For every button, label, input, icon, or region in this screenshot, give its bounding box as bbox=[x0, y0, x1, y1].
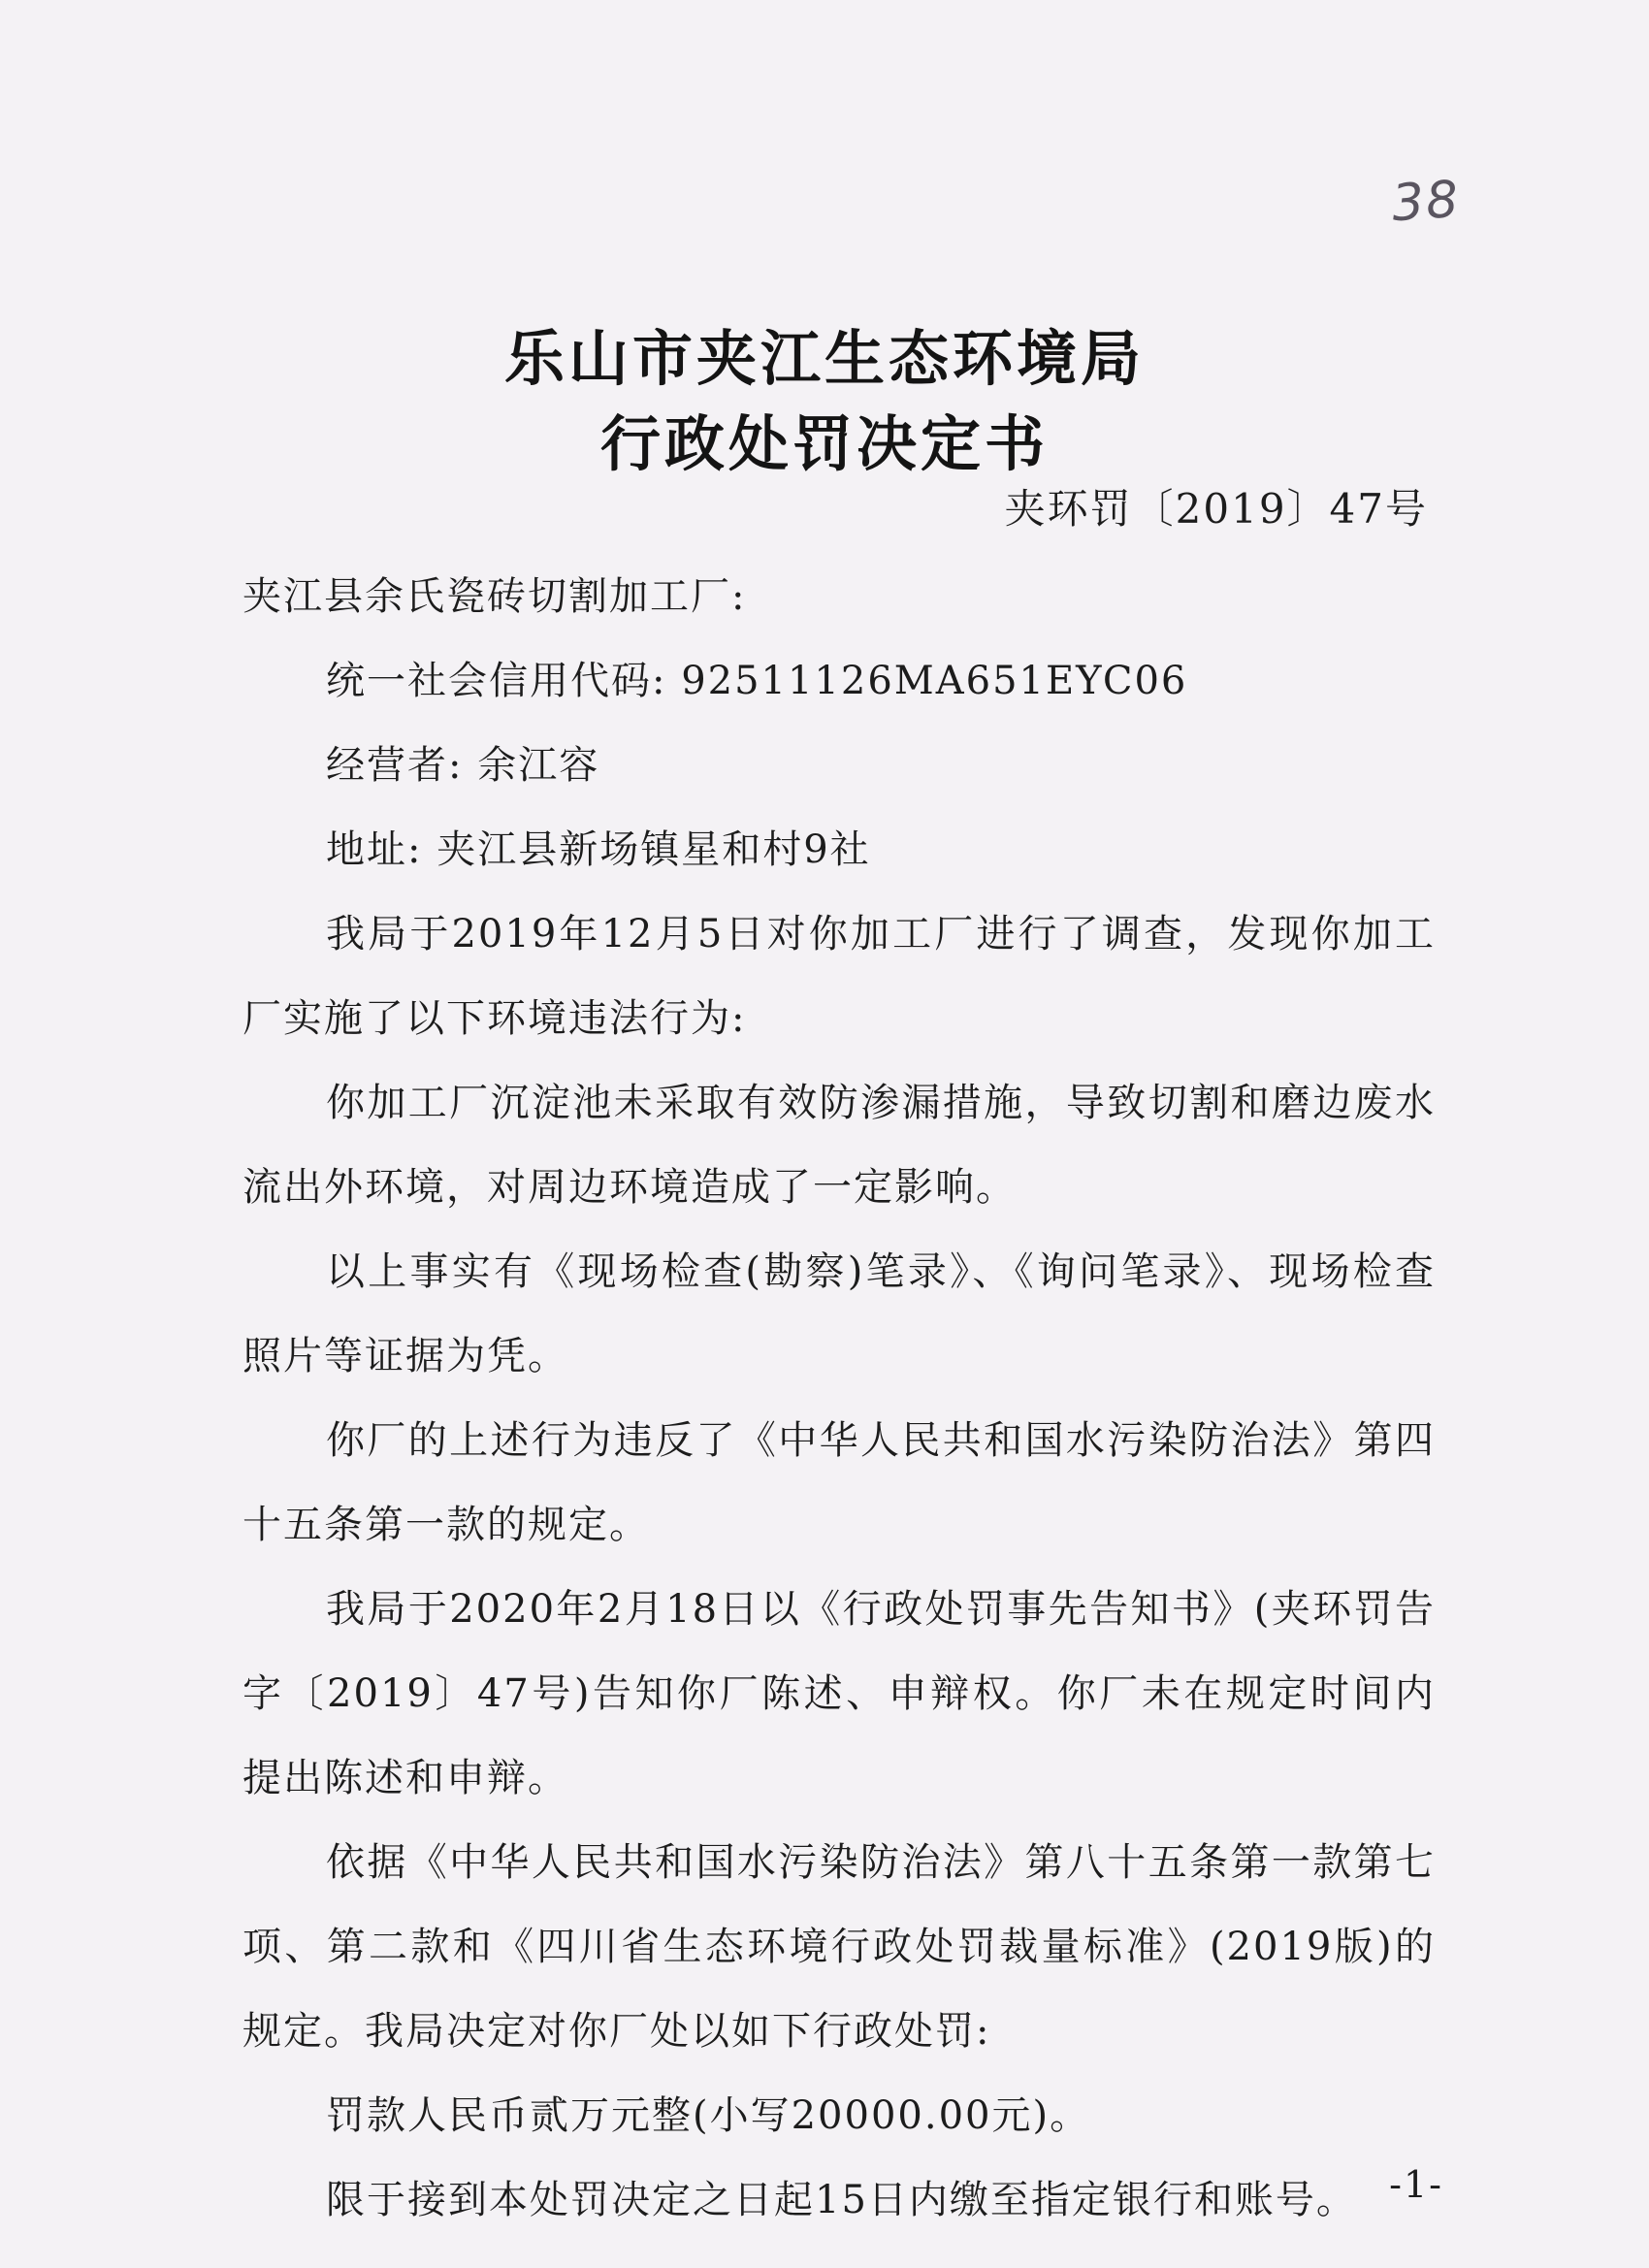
legal-basis-paragraph: 依据《中华人民共和国水污染防治法》第八十五条第一款第七项、第二款和《四川省生态环境行政处罚裁量标准》(2019版)的规定。我局决定对你厂处以如下行政处罚: bbox=[242, 1840, 1436, 2054]
prior-notice-paragraph: 我局于2020年2月18日以《行政处罚事先告知书》(夹环罚告字〔2019〕47号)告知你厂陈述、申辩权。你厂未在规定时间内提出陈述和申辩。 bbox=[242, 1587, 1436, 1800]
document-body bbox=[242, 555, 1436, 2243]
law-violated-paragraph: 你厂的上述行为违反了《中华人民共和国水污染防治法》第四十五条第一款的规定。 bbox=[242, 1418, 1436, 1547]
address-line: 地址: 夹江县新场镇星和村9社 bbox=[326, 827, 871, 872]
credit-code-line: 统一社会信用代码: 92511126MA651EYC06 bbox=[326, 659, 1188, 703]
document-number: 夹环罚〔2019〕47号 bbox=[1004, 485, 1428, 533]
page-number: -1- bbox=[1389, 2163, 1443, 2206]
addressee: 夹江县余氏瓷砖切割加工厂: bbox=[242, 574, 747, 619]
operator-line: 经营者: 余江容 bbox=[326, 743, 600, 788]
evidence-paragraph: 以上事实有《现场检查(勘察)笔录》、《询问笔录》、现场检查照片等证据为凭。 bbox=[242, 1249, 1436, 1378]
document-title-agency: 乐山市夹江生态环境局 bbox=[503, 323, 1145, 394]
fine-paragraph: 罚款人民币贰万元整(小写20000.00元)。 bbox=[326, 2093, 1091, 2138]
document-title-type: 行政处罚决定书 bbox=[599, 408, 1049, 479]
investigation-paragraph: 我局于2019年12月5日对你加工厂进行了调查，发现你加工厂实施了以下环境违法行为: bbox=[242, 912, 1436, 1041]
payment-deadline-paragraph: 限于接到本处罚决定之日起15日内缴至指定银行和账号。 bbox=[326, 2178, 1357, 2222]
handwritten-page-note: 38 bbox=[1389, 170, 1463, 234]
violation-paragraph: 你加工厂沉淀池未采取有效防渗漏措施，导致切割和磨边废水流出外环境，对周边环境造成了一定影响。 bbox=[242, 1081, 1436, 1210]
